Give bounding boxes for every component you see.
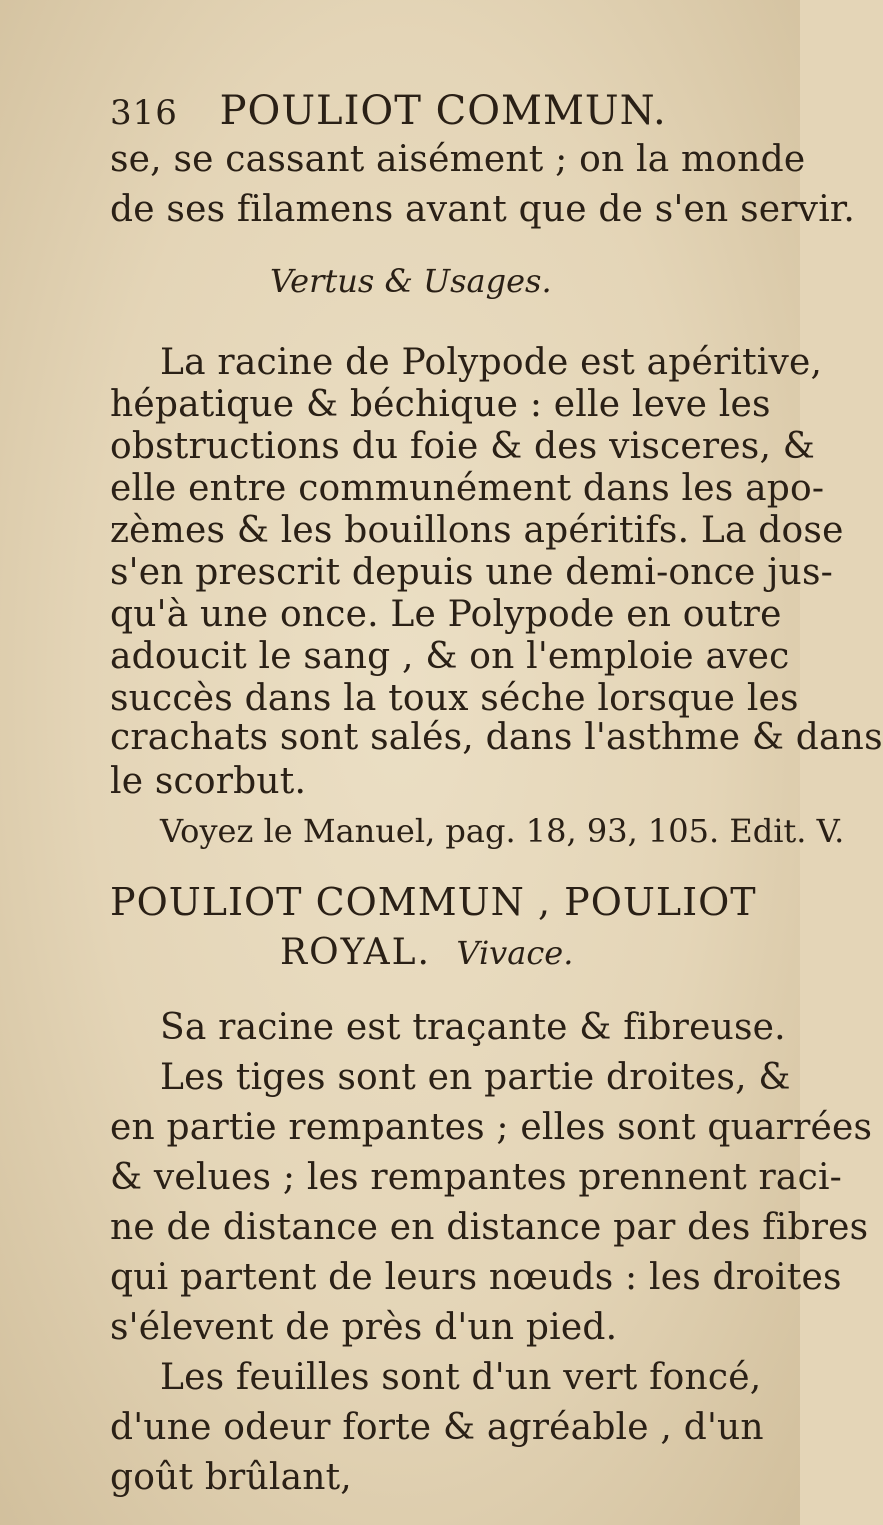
text-line: goût brûlant, <box>110 1457 352 1498</box>
reference-line: Voyez le Manuel, pag. 18, 93, 105. Edit. V. <box>160 812 845 850</box>
text-line: elle entre communément dans les apo- <box>110 468 825 509</box>
text-line: adoucit le sang , & on l'emploie avec <box>110 636 790 677</box>
article-title-line2: ROYAL. <box>280 932 431 973</box>
article-title-continued <box>280 932 573 973</box>
text-line: qu'à une once. Le Polypode en outre <box>110 594 782 635</box>
text-line: Les feuilles sont d'un vert foncé, <box>160 1357 762 1398</box>
text-line: succès dans la toux séche lorsque les <box>110 678 799 719</box>
text-line: ne de distance en distance par des fibres <box>110 1207 869 1248</box>
section-heading: Vertus & Usages. <box>270 262 552 300</box>
text-line: crachats sont salés, dans l'asthme & dans <box>110 717 883 758</box>
text-line: d'une odeur forte & agréable , d'un <box>110 1407 764 1448</box>
text-line: & velues ; les rempantes prennent raci- <box>110 1157 843 1198</box>
text-line: le scorbut. <box>110 761 307 802</box>
text-line: de ses filamens avant que de s'en servir. <box>110 189 856 230</box>
text-line: Les tiges sont en partie droites, & <box>160 1057 791 1098</box>
running-title: POULIOT COMMUN. <box>219 88 667 134</box>
text-line: se, se cassant aisément ; on la monde <box>110 139 806 180</box>
running-header <box>110 88 667 134</box>
text-line: obstructions du foie & des visceres, & <box>110 426 815 467</box>
text-line: s'élevent de près d'un pied. <box>110 1307 618 1348</box>
text-line: en partie rempantes ; elles sont quarrées <box>110 1107 873 1148</box>
text-line: hépatique & béchique : elle leve les <box>110 384 771 425</box>
text-line: s'en prescrit depuis une demi-once jus- <box>110 552 833 593</box>
text-line: zèmes & les bouillons apéritifs. La dose <box>110 510 844 551</box>
article-title: POULIOT COMMUN , POULIOT <box>110 880 757 924</box>
text-line: La racine de Polypode est apéritive, <box>160 342 823 383</box>
page-number: 316 <box>110 93 178 133</box>
article-title-note: Vivace. <box>456 934 574 972</box>
text-line: qui partent de leurs nœuds : les droites <box>110 1257 842 1298</box>
text-line: Sa racine est traçante & fibreuse. <box>160 1007 786 1048</box>
